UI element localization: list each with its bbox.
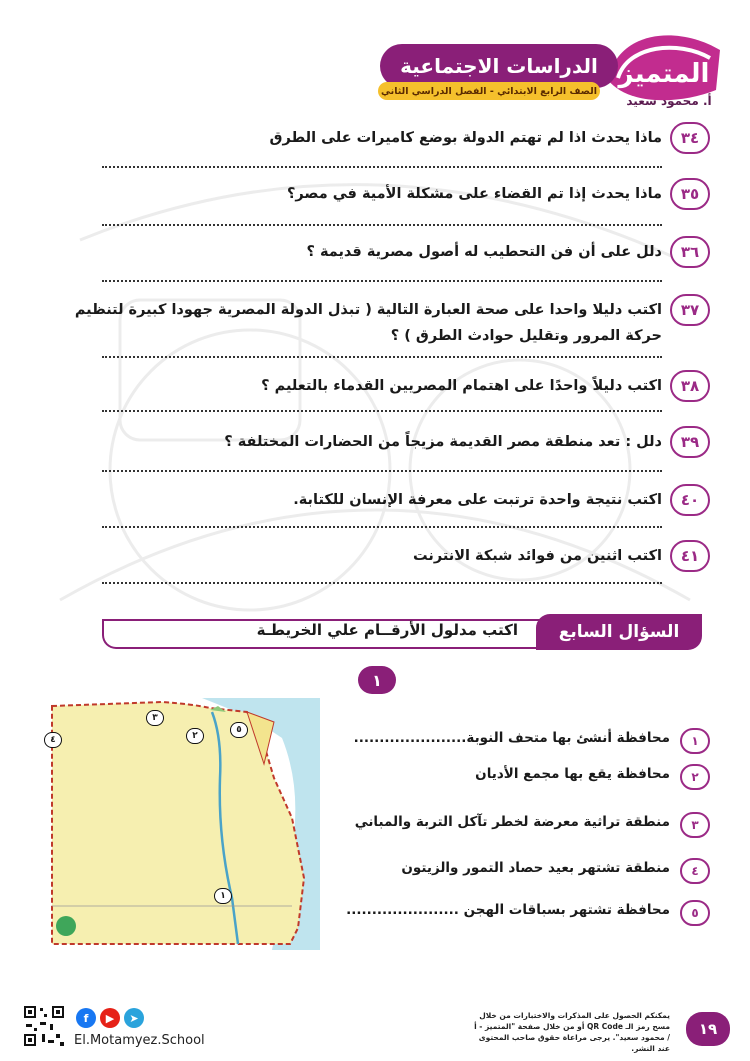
item-number: ٣ — [680, 812, 710, 838]
question-38 — [20, 370, 710, 420]
answer-line[interactable] — [102, 526, 662, 528]
author-name: أ. محمود سعيد — [626, 94, 712, 108]
question-37 — [20, 294, 710, 364]
facebook-icon[interactable]: f — [76, 1008, 96, 1028]
answer-line[interactable] — [102, 410, 662, 412]
grade-subtitle: الصف الرابع الابتدائي - الفصل الدراسي الثاني — [378, 82, 600, 100]
question-39 — [20, 426, 710, 476]
site-name[interactable]: El.Motamyez.School — [74, 1033, 205, 1048]
map-item-5 — [340, 900, 710, 928]
question-text: اكتب دليلا واحدا على صحة العبارة التالية ( تبذل الدولة المصرية جهودا كبيرة لتنظيم حركة المرور وتقليل حوادث الطرق ) ؟ — [74, 302, 662, 344]
item-text: محافظة يقع بها مجمع الأديان — [475, 766, 670, 782]
map-marker-1: ١ — [214, 888, 232, 904]
section-task: اكتب مدلول الأرقــام علي الخريطـة — [256, 621, 518, 639]
item-text: محافظة تشتهر بسباقات الهجن ...................... — [346, 902, 670, 918]
question-text: دلل : تعد منطقة مصر القديمة مزيجاً من الحضارات المختلفة ؟ — [224, 434, 662, 450]
section-label: السؤال السابع — [536, 614, 702, 650]
map-marker-3: ٣ — [146, 710, 164, 726]
item-number: ٢ — [680, 764, 710, 790]
answer-line[interactable] — [102, 224, 662, 226]
item-text: منطقة تراثية معرضة لخطر تآكل التربة والمباني — [354, 814, 670, 830]
question-text: اكتب اثنين من فوائد شبكة الانترنت — [413, 548, 662, 564]
youtube-icon[interactable]: ▶ — [100, 1008, 120, 1028]
exercise-badge: ١ — [358, 666, 396, 694]
question-34 — [20, 122, 710, 172]
section-header — [104, 614, 702, 650]
answer-line[interactable] — [102, 166, 662, 168]
item-number: ٥ — [680, 900, 710, 926]
item-number: ١ — [680, 728, 710, 754]
map-item-4 — [340, 858, 710, 886]
answer-line[interactable] — [102, 356, 662, 358]
map-item-1 — [340, 728, 710, 756]
question-number: ٣٧ — [670, 294, 710, 326]
question-text: اكتب دليلاً واحدًا على اهتمام المصريين القدماء بالتعليم ؟ — [261, 378, 662, 394]
question-number: ٣٦ — [670, 236, 710, 268]
question-number: ٣٥ — [670, 178, 710, 210]
item-number: ٤ — [680, 858, 710, 884]
qr-code[interactable] — [22, 1004, 66, 1048]
page-number: ١٩ — [686, 1012, 730, 1046]
map-marker-4: ٤ — [44, 732, 62, 748]
item-text: منطقة تشتهر بعيد حصاد التمور والزيتون — [401, 860, 670, 876]
question-number: ٤٠ — [670, 484, 710, 516]
logo-text: المتميز — [618, 59, 710, 89]
question-41 — [20, 540, 710, 590]
map-marker-2: ٢ — [186, 728, 204, 744]
question-number: ٤١ — [670, 540, 710, 572]
question-36 — [20, 236, 710, 286]
question-text: اكتب نتيجة واحدة ترتبت على معرفة الإنسان للكتابة. — [293, 492, 662, 508]
question-number: ٣٨ — [670, 370, 710, 402]
question-text: ماذا يحدث إذا تم القضاء على مشكلة الأمية في مصر؟ — [287, 186, 662, 202]
footer-note: يمكنكم الحصول على المذكرات والاختبارات من خلال مسح رمز الـ QR Code أو من خلال صفحة "المتميز - أ / محمود سعيد". يرجى مراعاة حقوق صاحب المحتوى عند النشر. — [474, 1011, 670, 1053]
question-number: ٣٩ — [670, 426, 710, 458]
telegram-icon[interactable]: ➤ — [124, 1008, 144, 1028]
item-text: محافظة أنشئ بها متحف النوبة...................... — [353, 730, 670, 746]
map-item-3 — [340, 812, 710, 840]
answer-line[interactable] — [102, 280, 662, 282]
map-marker-5: ٥ — [230, 722, 248, 738]
map-item-2 — [340, 764, 710, 792]
answer-line[interactable] — [102, 582, 662, 584]
question-35 — [20, 178, 710, 228]
answer-line[interactable] — [102, 470, 662, 472]
question-40 — [20, 484, 710, 534]
social-links — [76, 1008, 144, 1028]
question-text: ماذا يحدث اذا لم تهتم الدولة بوضع كاميرات على الطرق — [269, 130, 662, 146]
map-legend-icon — [56, 916, 76, 936]
question-number: ٣٤ — [670, 122, 710, 154]
egypt-map — [42, 698, 320, 950]
question-text: دلل على أن فن التحطيب له أصول مصرية قديمة ؟ — [306, 244, 662, 260]
page-title: الدراسات الاجتماعية — [380, 44, 618, 88]
